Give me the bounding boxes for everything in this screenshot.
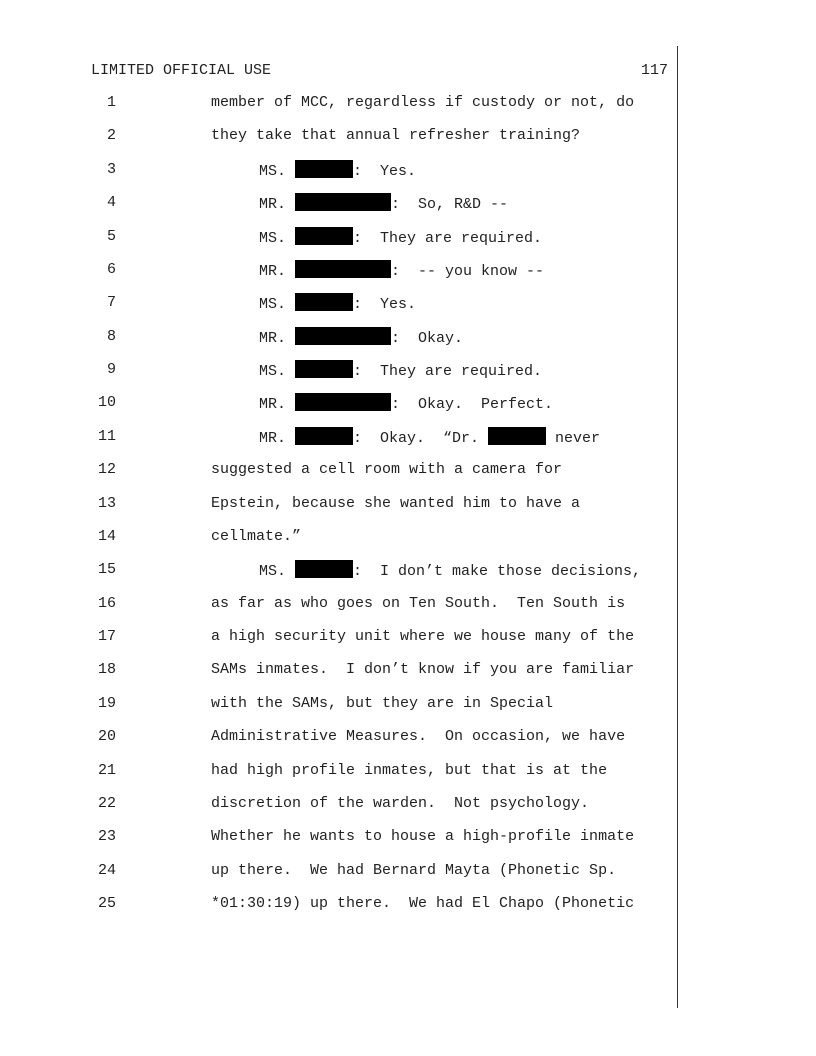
- transcript-line: [0, 827, 816, 860]
- transcript-line: [0, 460, 816, 493]
- line-text: [259, 393, 553, 415]
- speaker-prefix: MS.: [259, 162, 296, 180]
- transcript-line: [0, 794, 816, 827]
- transcript-line: [0, 126, 816, 159]
- line-text: [259, 193, 508, 215]
- speech-text: : Yes.: [353, 162, 417, 180]
- speech-text: : They are required.: [353, 363, 543, 380]
- redaction-box: [295, 427, 353, 445]
- transcript-line: [0, 694, 816, 727]
- speech-text: : -- you know --: [391, 262, 545, 280]
- transcript-line: [0, 93, 816, 126]
- speaker-prefix: MS.: [259, 363, 296, 380]
- redaction-box: [295, 160, 353, 178]
- line-number: 1: [106, 94, 116, 111]
- line-number: 16: [97, 594, 116, 612]
- speaker-prefix: MR.: [259, 429, 296, 447]
- line-number: 7: [106, 294, 116, 312]
- redaction-box: [295, 193, 391, 211]
- line-number: 22: [97, 794, 116, 812]
- line-text: with the SAMs, but they are in Special: [211, 694, 554, 712]
- speech-text: : Okay.: [391, 329, 464, 347]
- line-number: 3: [106, 160, 116, 178]
- line-text: Epstein, because she wanted him to have a: [211, 494, 581, 512]
- line-text: suggested a cell room with a camera for: [211, 461, 563, 479]
- line-text: they take that annual refresher training?: [211, 127, 581, 145]
- redaction-box: [488, 427, 546, 445]
- speech-text: : Okay. Perfect.: [391, 396, 554, 414]
- speech-text: never: [546, 429, 601, 447]
- transcript-line: [0, 660, 816, 693]
- transcript-line: [0, 861, 816, 894]
- line-text: [259, 360, 542, 382]
- line-text: SAMs inmates. I don’t know if you are familiar: [211, 661, 635, 679]
- line-text: up there. We had Bernard Mayta (Phonetic Sp.: [211, 861, 617, 879]
- transcript-line: [0, 293, 816, 326]
- line-number: 12: [97, 461, 116, 479]
- redaction-box: [295, 227, 353, 245]
- line-number: 23: [97, 828, 116, 846]
- speech-text: : I don’t make those decisions,: [353, 563, 642, 581]
- line-number: 2: [106, 127, 116, 145]
- line-text: cellmate.”: [211, 527, 302, 545]
- line-text: [259, 260, 544, 282]
- speaker-prefix: MS.: [259, 296, 296, 314]
- transcript-line: [0, 494, 816, 527]
- transcript-line: [0, 727, 816, 760]
- line-text: [259, 160, 416, 182]
- transcript-body: [0, 93, 816, 927]
- transcript-line: [0, 393, 816, 426]
- line-number: 11: [97, 427, 116, 445]
- redaction-box: [295, 360, 353, 378]
- line-number: 14: [97, 527, 116, 545]
- line-text: [259, 327, 463, 349]
- speech-text: : So, R&D --: [391, 196, 509, 214]
- line-number: 17: [97, 628, 116, 645]
- line-number: 21: [97, 761, 116, 779]
- speech-text: : Yes.: [353, 296, 417, 314]
- line-text: Whether he wants to house a high-profile inmate: [211, 828, 635, 846]
- line-number: 18: [97, 661, 116, 679]
- speech-text: : They are required.: [353, 229, 543, 247]
- line-text: [259, 293, 416, 315]
- line-number: 15: [97, 561, 116, 579]
- line-text: a high security unit where we house many of the: [211, 628, 635, 645]
- transcript-line: [0, 160, 816, 193]
- speaker-prefix: MR.: [259, 329, 296, 347]
- line-text: member of MCC, regardless if custody or not, do: [211, 94, 635, 111]
- line-number: 10: [97, 394, 116, 412]
- line-text: [259, 560, 641, 582]
- line-text: Administrative Measures. On occasion, we have: [211, 728, 626, 746]
- line-number: 13: [97, 494, 116, 512]
- redaction-box: [295, 327, 391, 345]
- line-number: 19: [97, 694, 116, 712]
- redaction-box: [295, 393, 391, 411]
- transcript-line: [0, 327, 816, 360]
- speaker-prefix: MS.: [259, 229, 296, 247]
- line-number: 6: [106, 260, 116, 278]
- transcript-line: [0, 594, 816, 627]
- line-text: [259, 427, 600, 449]
- line-number: 20: [97, 728, 116, 746]
- speaker-prefix: MR.: [259, 396, 296, 414]
- line-text: had high profile inmates, but that is at the: [211, 761, 608, 779]
- redaction-box: [295, 260, 391, 278]
- line-text: *01:30:19) up there. We had El Chapo (Phonetic: [211, 895, 635, 912]
- line-text: discretion of the warden. Not psychology.: [211, 794, 590, 812]
- line-text: as far as who goes on Ten South. Ten South is: [211, 594, 626, 612]
- classification-marking: LIMITED OFFICIAL USE: [91, 62, 272, 79]
- transcript-line: [0, 360, 816, 393]
- line-number: 5: [106, 227, 116, 245]
- transcript-line: [0, 260, 816, 293]
- transcript-line: [0, 560, 816, 593]
- line-number: 25: [97, 895, 116, 912]
- speaker-prefix: MR.: [259, 196, 296, 214]
- speaker-prefix: MS.: [259, 563, 296, 581]
- transcript-line: [0, 227, 816, 260]
- redaction-box: [295, 293, 353, 311]
- line-number: 8: [106, 327, 116, 345]
- line-number: 4: [106, 194, 116, 212]
- transcript-line: [0, 894, 816, 927]
- transcript-line: [0, 527, 816, 560]
- speech-text: : Okay. “Dr.: [353, 429, 489, 447]
- line-text: [259, 227, 542, 249]
- page-header: [91, 61, 668, 81]
- page-number: 117: [640, 62, 668, 79]
- transcript-line: [0, 193, 816, 226]
- line-number: 24: [97, 861, 116, 879]
- transcript-line: [0, 427, 816, 460]
- transcript-line: [0, 761, 816, 794]
- speaker-prefix: MR.: [259, 262, 296, 280]
- redaction-box: [295, 560, 353, 578]
- line-number: 9: [106, 361, 116, 378]
- transcript-line: [0, 627, 816, 660]
